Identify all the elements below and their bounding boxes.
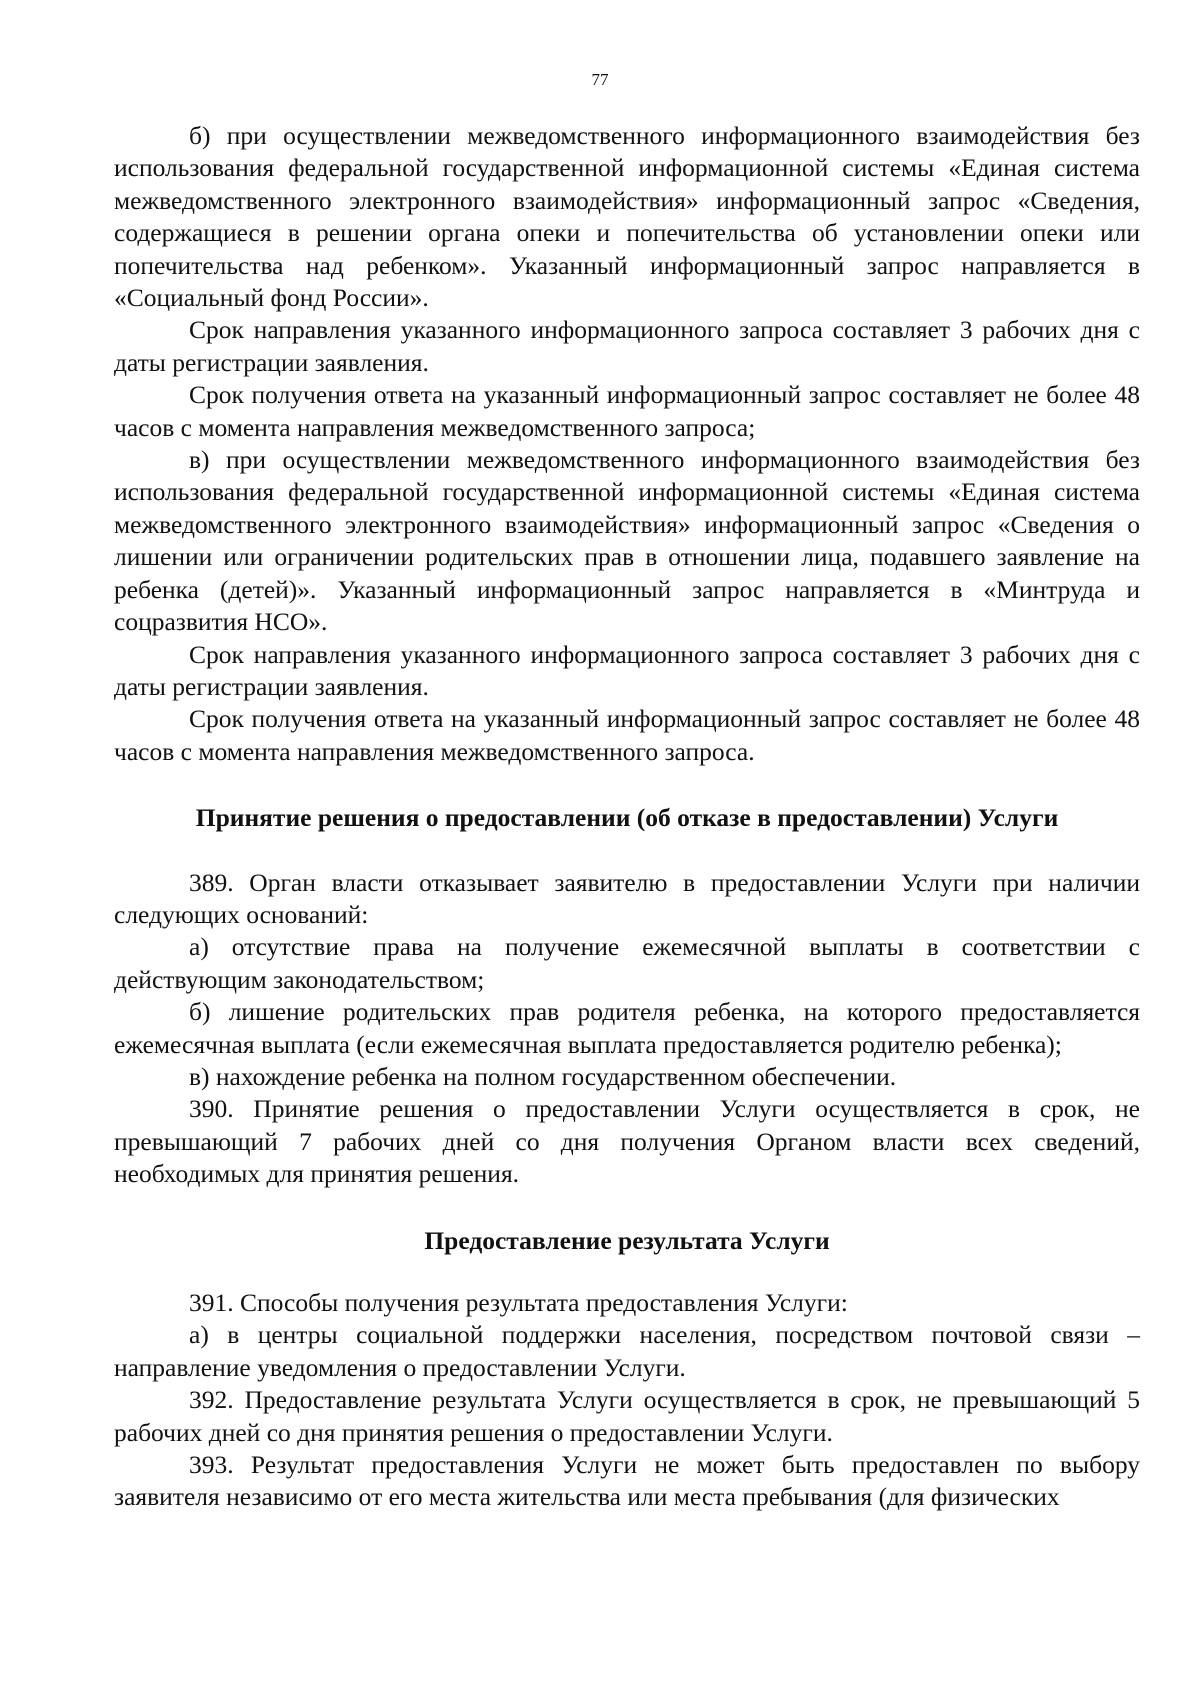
paragraph: Срок направления указанного информационного запроса составляет 3 рабочих дня с даты регистрации заявления. <box>114 639 1140 701</box>
paragraph: а) отсутствие права на получение ежемесячной выплаты в соответствии с действующим законодательством; <box>114 932 1140 994</box>
paragraph: 390. Принятие решения о предоставлении Услуги осуществляется в срок, не превышающий 7 рабочих дней со дня получения Органом власти всех сведений, необходимых для принятия решения. <box>114 1094 1140 1189</box>
paragraph: 393. Результат предоставления Услуги не может быть предоставлен по выбору заявителя независимо от его места жительства или места пребывания (для физических <box>114 1450 1140 1512</box>
spacer <box>114 1257 1140 1287</box>
paragraph: Срок направления указанного информационного запроса составляет 3 рабочих дня с даты регистрации заявления. <box>114 315 1140 377</box>
section-heading-decision: Принятие решения о предоставлении (об отказе в предоставлении) Услуги <box>195 803 1059 833</box>
paragraph: Срок получения ответа на указанный информационный запрос составляет не более 48 часов с момента направления межведомственного запроса. <box>114 704 1140 766</box>
paragraph: а) в центры социальной поддержки населения, посредством почтовой связи – направление уведомления о предоставлении Услуги. <box>114 1320 1140 1382</box>
paragraph: Срок получения ответа на указанный информационный запрос составляет не более 48 часов с момента направления межведомственного запроса; <box>114 380 1140 442</box>
page-number: 77 <box>591 70 609 89</box>
document-body <box>114 120 1140 1514</box>
paragraph: в) при осуществлении межведомственного информационного взаимодействия без использования федеральной государственной информационной системы «Единая система межведомственного электронного взаимодействия» информационный запрос «Сведения о лишении или ограничении родительских прав в отношении лица, подавшего заявление на ребенка (детей)». Указанный информационный запрос направляется в «Минтруда и соцразвития НСО». <box>114 445 1140 637</box>
spacer <box>114 768 1140 802</box>
paragraph: 389. Орган власти отказывает заявителю в предоставлении Услуги при наличии следующих оснований: <box>114 867 1140 929</box>
spacer <box>114 1191 1140 1225</box>
paragraph: в) нахождение ребенка на полном государственном обеспечении. <box>189 1061 897 1091</box>
paragraph: б) при осуществлении межведомственного информационного взаимодействия без использования федеральной государственной информационной системы «Единая система межведомственного электронного взаимодействия» информационный запрос «Сведения, содержащиеся в решении органа опеки и попечительства об установлении опеки или попечительства над ребенком». Указанный информационный запрос направляется в «Социальный фонд России». <box>114 121 1140 313</box>
paragraph: б) лишение родительских прав родителя ребенка, на которого предоставляется ежемесячная выплата (если ежемесячная выплата предоставляется родителю ребенка); <box>114 997 1140 1059</box>
spacer <box>114 835 1140 867</box>
paragraph: 392. Предоставление результата Услуги осуществляется в срок, не превышающий 5 рабочих дней со дня принятия решения о предоставлении Услуги. <box>114 1385 1140 1447</box>
paragraph: 391. Способы получения результата предоставления Услуги: <box>189 1288 848 1317</box>
section-heading-result: Предоставление результата Услуги <box>424 1225 830 1255</box>
